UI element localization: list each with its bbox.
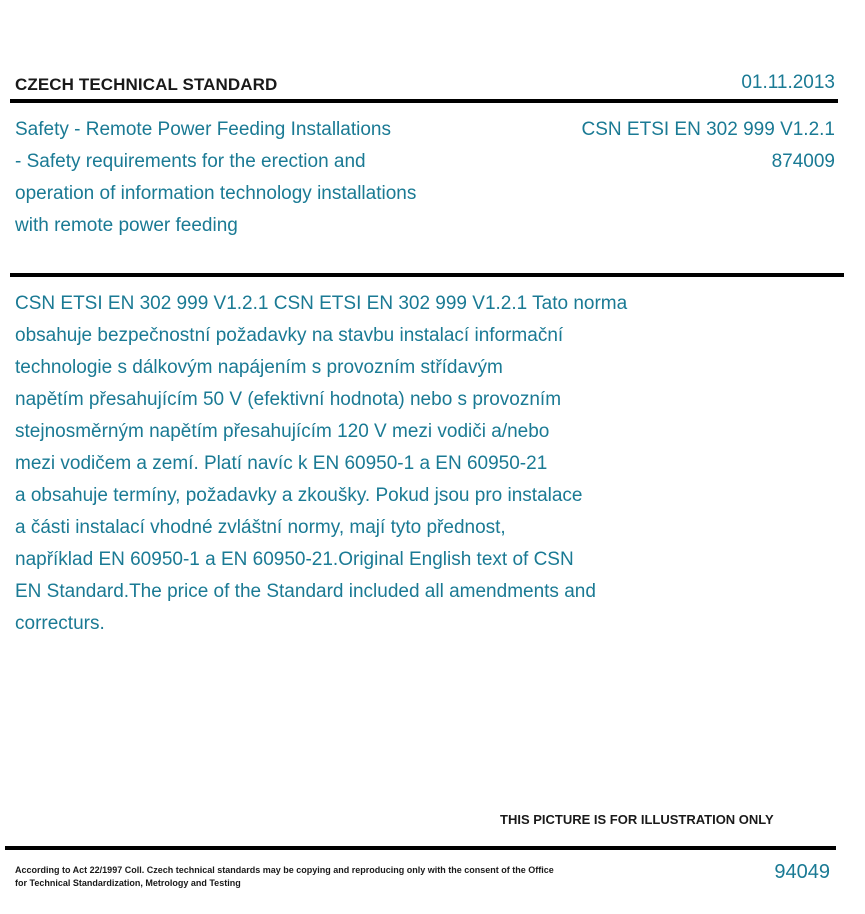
- title-line: Safety - Remote Power Feeding Installations: [15, 119, 391, 140]
- standard-identifier: [515, 114, 835, 178]
- title-line: - Safety requirements for the erection and: [15, 151, 366, 172]
- title-line: with remote power feeding: [15, 215, 238, 236]
- abstract-line: technologie s dálkovým napájením s provozním střídavým: [15, 357, 503, 378]
- abstract-line: correcturs.: [15, 613, 105, 634]
- legal-line: for Technical Standardization, Metrology and Testing: [15, 878, 241, 888]
- footer-divider: [5, 846, 836, 850]
- abstract-text: [15, 288, 740, 640]
- standard-title: [15, 114, 485, 242]
- title-line: operation of information technology installations: [15, 183, 417, 204]
- legal-line: According to Act 22/1997 Coll. Czech technical standards may be copying and reproducing only with the consent of the Office: [15, 865, 554, 875]
- title-divider: [10, 273, 844, 277]
- abstract-line: napětím přesahujícím 50 V (efektivní hodnota) nebo s provozním: [15, 389, 562, 410]
- class-number: 874009: [771, 151, 835, 172]
- document-id: 94049: [774, 861, 830, 883]
- document-type-label: CZECH TECHNICAL STANDARD: [15, 75, 278, 94]
- publication-date: 01.11.2013: [741, 72, 835, 93]
- abstract-line: obsahuje bezpečnostní požadavky na stavbu instalací informační: [15, 325, 564, 346]
- abstract-line: a obsahuje termíny, požadavky a zkoušky. Pokud jsou pro instalace: [15, 485, 583, 506]
- illustration-note: THIS PICTURE IS FOR ILLUSTRATION ONLY: [500, 812, 774, 827]
- legal-notice: [15, 864, 615, 890]
- abstract-line: a části instalací vhodné zvláštní normy, mají tyto přednost,: [15, 517, 506, 538]
- abstract-line: CSN ETSI EN 302 999 V1.2.1 CSN ETSI EN 302 999 V1.2.1 Tato norma: [15, 293, 628, 314]
- abstract-line: například EN 60950-1 a EN 60950-21.Original English text of CSN: [15, 549, 574, 570]
- standard-code: CSN ETSI EN 302 999 V1.2.1: [581, 119, 835, 140]
- abstract-line: EN Standard.The price of the Standard included all amendments and: [15, 581, 596, 602]
- abstract-line: stejnosměrným napětím přesahujícím 120 V mezi vodiči a/nebo: [15, 421, 550, 442]
- abstract-line: mezi vodičem a zemí. Platí navíc k EN 60950-1 a EN 60950-21: [15, 453, 548, 474]
- header-divider: [10, 99, 838, 103]
